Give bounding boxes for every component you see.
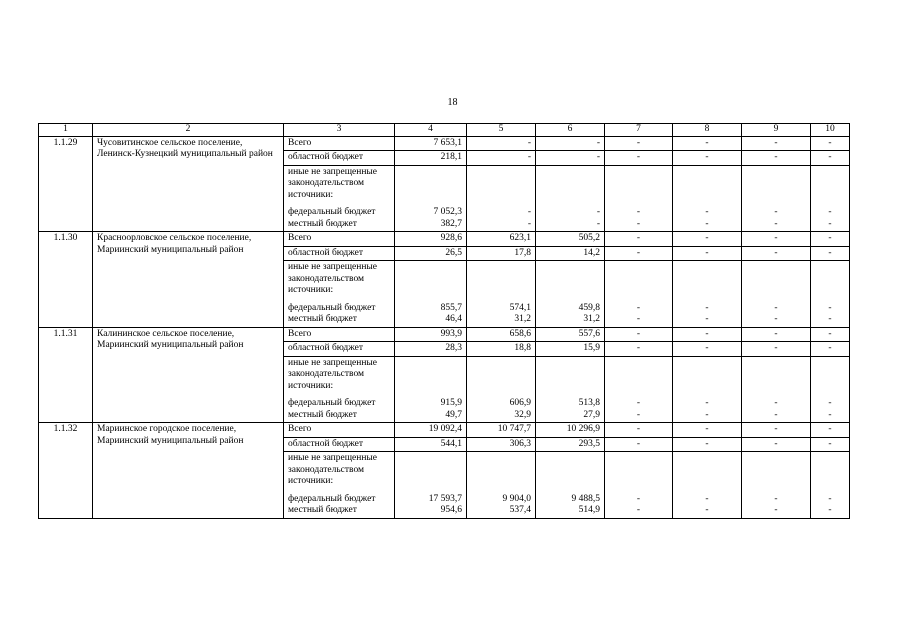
federal-value: 574,1 [509,302,531,313]
dash-cell: - [811,437,850,452]
dash: - [828,398,832,408]
row-source-label: Всего [284,423,395,438]
dash-cell: - [811,423,850,438]
dash-cell: - [605,327,673,342]
page-number: 18 [447,97,458,108]
row-source-group [284,261,395,328]
value-cell: 10 296,9 [536,423,605,438]
dash-cell: - [742,342,811,357]
local-value: 382,7 [440,218,462,229]
row-name: Чусовитинское сельское поселение, Ленинск-Кузнецкий муниципальный район [93,136,284,232]
value-cell [395,261,467,328]
other-sources-label: иные не запрещенные законодательством источники: [288,453,378,486]
row-source-label: Всего [284,136,395,151]
dash-cell: - [811,327,850,342]
local-value: - [527,218,531,229]
dash: - [774,218,778,229]
row-source-label: Всего [284,327,395,342]
local-value: 537,4 [509,505,531,515]
value-cell: 505,2 [536,232,605,247]
dash-cell: - [673,327,742,342]
dash-cell: - [742,437,811,452]
local-label: местный бюджет [288,314,357,324]
local-value: 954,6 [440,505,462,515]
row-name: Мариинское городское поселение, Мариинский муниципальный район [93,423,284,519]
federal-value: - [596,207,600,217]
local-label: местный бюджет [288,218,357,229]
dash: - [774,207,778,217]
federal-value: 915,9 [440,398,462,408]
table-row [39,423,850,438]
dash-cell: - [673,151,742,166]
local-value: 46,4 [445,314,462,324]
dash-cell: - [605,423,673,438]
dash: - [774,398,778,408]
local-value: 32,9 [514,409,531,420]
value-cell: 7 653,1 [395,136,467,151]
value-cell: 10 747,7 [467,423,536,438]
row-id: 1.1.31 [39,327,93,423]
federal-value: 9 904,0 [502,493,531,504]
dash: - [828,218,832,229]
value-cell [395,452,467,519]
dash-cell [605,261,673,328]
other-sources-label: иные не запрещенные законодательством источники: [288,166,378,200]
dash-cell [605,356,673,423]
dash: - [636,505,641,515]
dash: - [705,398,709,408]
header-cell: 4 [395,124,467,137]
dash-cell: - [673,342,742,357]
table-row [39,136,850,151]
row-source-label: Всего [284,232,395,247]
dash: - [828,302,832,313]
federal-value: 459,8 [578,302,600,313]
value-cell [536,261,605,328]
dash-cell [673,356,742,423]
dash-cell: - [811,136,850,151]
value-cell: - [536,151,605,166]
dash: - [705,218,709,229]
dash: - [774,505,778,515]
value-cell [395,356,467,423]
dash-cell: - [673,246,742,261]
federal-label: федеральный бюджет [288,207,376,217]
value-cell [536,165,605,232]
dash: - [828,207,832,217]
local-value: 49,7 [445,409,462,420]
federal-value: - [527,207,531,217]
dash-cell: - [605,246,673,261]
row-source-label: областной бюджет [284,151,395,166]
federal-value: 855,7 [440,302,462,313]
federal-value: 513,8 [578,398,600,408]
dash-cell [742,356,811,423]
value-cell [395,165,467,232]
dash-cell [811,165,850,232]
dash-cell: - [673,136,742,151]
dash-cell: - [673,423,742,438]
row-source-label: областной бюджет [284,342,395,357]
federal-label: федеральный бюджет [288,302,376,313]
value-cell: 18,8 [467,342,536,357]
dash-cell [811,452,850,519]
dash-cell: - [811,232,850,247]
dash: - [774,409,778,420]
dash-cell: - [811,246,850,261]
value-cell: 928,6 [395,232,467,247]
row-name: Калининское сельское поселение, Мариинский муниципальный район [93,327,284,423]
row-id: 1.1.32 [39,423,93,519]
row-source-label: областной бюджет [284,246,395,261]
dash-cell [605,452,673,519]
dash-cell: - [605,437,673,452]
dash-cell: - [742,151,811,166]
budget-table [38,123,850,519]
local-value: 27,9 [583,409,600,420]
value-cell: - [536,136,605,151]
federal-value: 7 052,3 [433,207,462,217]
value-cell: 306,3 [467,437,536,452]
value-cell: 623,1 [467,232,536,247]
dash-cell: - [605,232,673,247]
local-value: 514,9 [578,505,600,515]
dash-cell: - [605,342,673,357]
federal-label: федеральный бюджет [288,398,376,408]
dash: - [636,218,641,229]
federal-value: 17 593,7 [428,493,462,504]
dash-cell: - [605,136,673,151]
dash-cell [673,261,742,328]
dash-cell: - [742,423,811,438]
federal-value: 606,9 [509,398,531,408]
table-row [39,327,850,342]
value-cell: 218,1 [395,151,467,166]
row-source-group [284,165,395,232]
table-row [39,232,850,247]
dash: - [636,302,641,313]
dash: - [828,505,832,515]
dash: - [774,302,778,313]
value-cell: 15,9 [536,342,605,357]
dash-cell: - [742,327,811,342]
dash: - [774,493,778,504]
federal-value: 9 488,5 [571,493,600,504]
value-cell [467,165,536,232]
dash: - [636,409,641,420]
value-cell [467,452,536,519]
header-cell: 10 [811,124,850,137]
dash: - [828,493,832,504]
header-cell: 3 [284,124,395,137]
value-cell: 993,9 [395,327,467,342]
dash-cell: - [742,232,811,247]
value-cell: 544,1 [395,437,467,452]
row-source-group [284,356,395,423]
dash-cell: - [811,342,850,357]
dash: - [705,505,709,515]
local-value: 31,2 [514,314,531,324]
value-cell [467,261,536,328]
row-source-group [284,452,395,519]
value-cell: 26,5 [395,246,467,261]
row-id: 1.1.30 [39,232,93,328]
dash: - [828,314,832,324]
value-cell [536,356,605,423]
row-source-label: областной бюджет [284,437,395,452]
header-cell: 6 [536,124,605,137]
value-cell: 17,8 [467,246,536,261]
dash: - [636,314,641,324]
dash-cell: - [673,437,742,452]
dash: - [705,314,709,324]
row-name: Красноорловское сельское поселение, Мариинский муниципальный район [93,232,284,328]
value-cell [536,452,605,519]
header-cell: 2 [93,124,284,137]
dash-cell: - [605,151,673,166]
value-cell: 14,2 [536,246,605,261]
header-row [39,124,850,137]
dash-cell [742,261,811,328]
local-value: - [596,218,600,229]
dash-cell [811,356,850,423]
local-value: 31,2 [583,314,600,324]
dash: - [705,302,709,313]
dash: - [774,314,778,324]
dash-cell: - [811,151,850,166]
dash-cell: - [742,136,811,151]
value-cell: 658,6 [467,327,536,342]
dash-cell [742,452,811,519]
header-cell: 9 [742,124,811,137]
dash: - [636,207,641,217]
other-sources-label: иные не запрещенные законодательством источники: [288,357,378,391]
dash: - [705,409,709,420]
value-cell: 293,5 [536,437,605,452]
dash-cell [605,165,673,232]
other-sources-label: иные не запрещенные законодательством источники: [288,262,378,295]
value-cell: 28,3 [395,342,467,357]
local-label: местный бюджет [288,409,357,420]
dash: - [828,409,832,420]
dash: - [705,207,709,217]
dash: - [636,493,641,504]
dash-cell [673,165,742,232]
header-cell: 7 [605,124,673,137]
federal-label: федеральный бюджет [288,493,376,504]
dash: - [705,493,709,504]
dash-cell [742,165,811,232]
value-cell [467,356,536,423]
local-label: местный бюджет [288,505,357,515]
row-id: 1.1.29 [39,136,93,232]
dash-cell [811,261,850,328]
value-cell: - [467,151,536,166]
header-cell: 5 [467,124,536,137]
header-cell: 8 [673,124,742,137]
value-cell: 557,6 [536,327,605,342]
value-cell: - [467,136,536,151]
dash: - [636,398,641,408]
dash-cell: - [742,246,811,261]
dash-cell: - [673,232,742,247]
header-cell: 1 [39,124,93,137]
value-cell: 19 092,4 [395,423,467,438]
dash-cell [673,452,742,519]
